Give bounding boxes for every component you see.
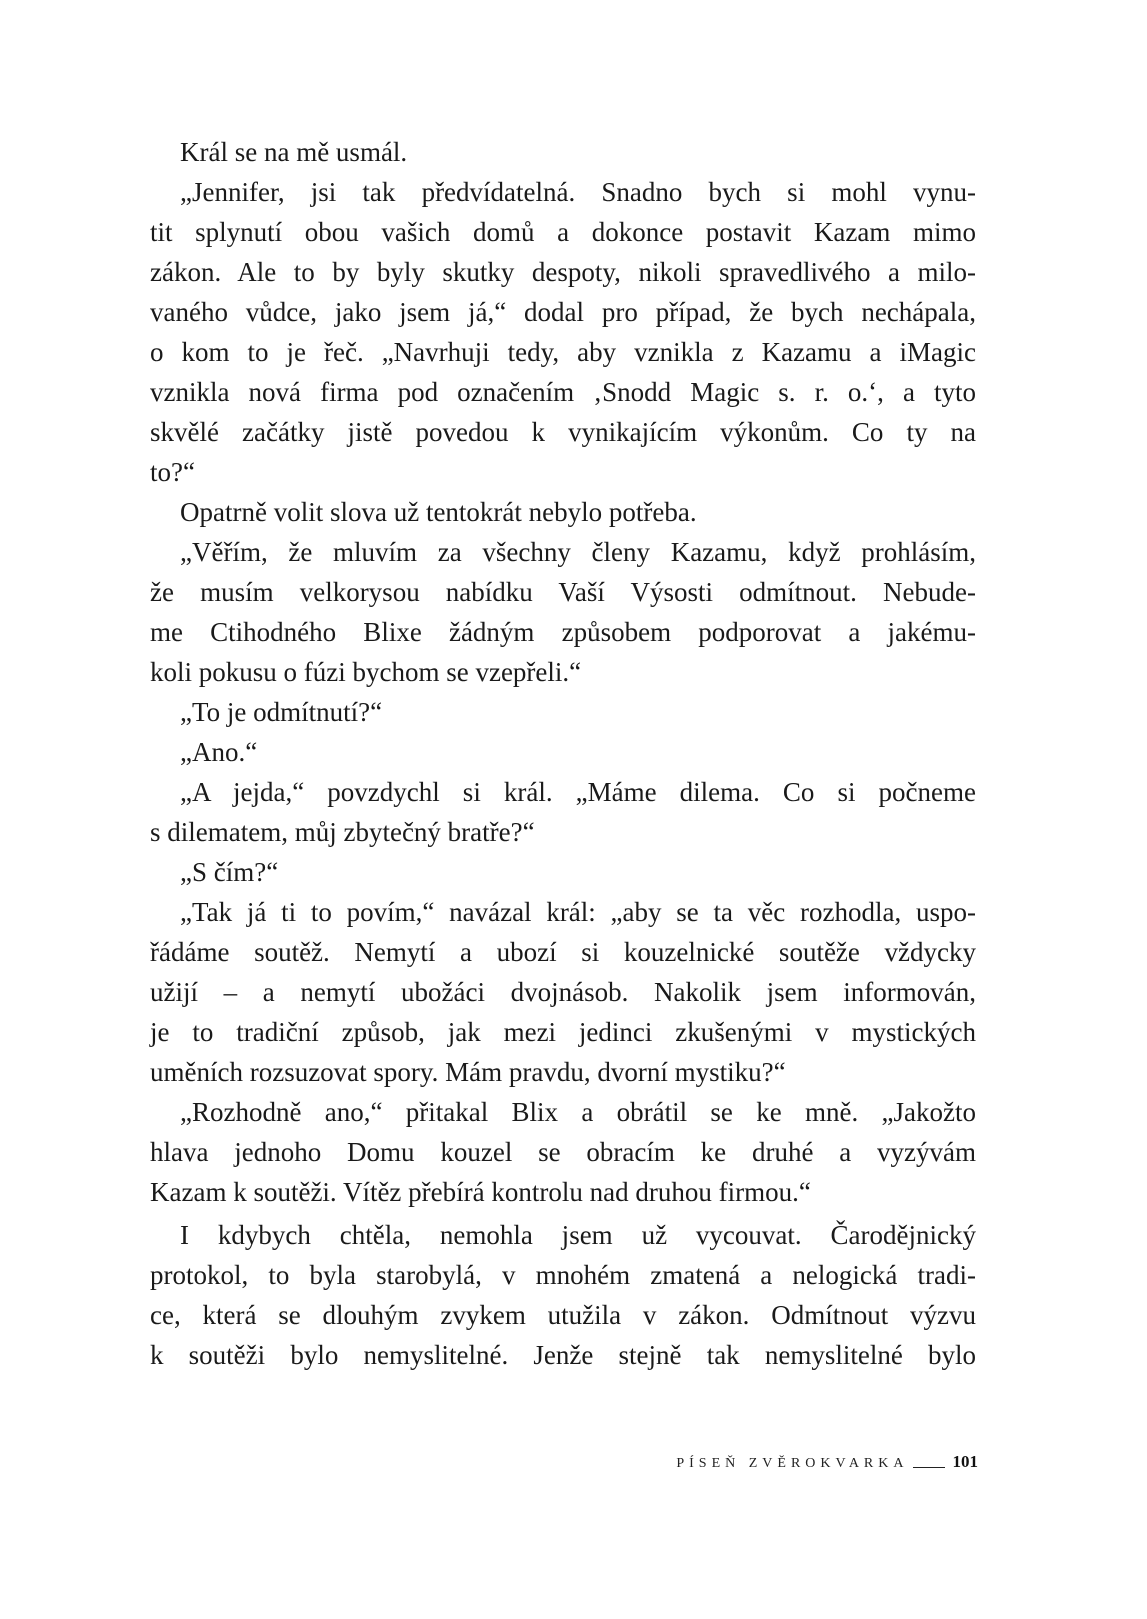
text-line: „Jennifer, jsi tak předvídatelná. Snadno bych si mohl vynu- [180, 177, 976, 207]
paragraph [150, 532, 976, 692]
text-line: skvělé začátky jistě povedou k vynikajícím výkonům. Co ty na [150, 417, 976, 447]
text-line: že musím velkorysou nabídku Vaší Výsosti odmítnout. Nebude- [150, 577, 976, 607]
text-line: k soutěži bylo nemyslitelné. Jenže stejně tak nemyslitelné bylo [150, 1340, 976, 1370]
text-line: Kazam k soutěži. Vítěz přebírá kontrolu nad druhou firmou.“ [150, 1177, 811, 1207]
paragraph [150, 772, 976, 852]
text-line: „Rozhodně ano,“ přitakal Blix a obrátil se ke mně. „Jakožto [180, 1097, 976, 1127]
paragraph [150, 492, 976, 532]
footer-rule [913, 1467, 945, 1468]
text-line: užijí – a nemytí ubožáci dvojnásob. Nakolik jsem informován, [150, 977, 976, 1007]
page-footer [600, 1448, 978, 1472]
paragraph [150, 132, 976, 172]
text-line: I kdybych chtěla, nemohla jsem už vycouvat. Čarodějnický [180, 1220, 976, 1250]
paragraph [150, 1092, 976, 1212]
body-text [150, 132, 976, 1375]
text-line: „A jejda,“ povzdychl si král. „Máme dilema. Co si počneme [180, 777, 976, 807]
page-number: 101 [952, 1452, 978, 1471]
paragraph [150, 892, 976, 1092]
text-line: „S čím?“ [180, 857, 279, 887]
text-line: „Tak já ti to povím,“ navázal král: „aby se ta věc rozhodla, uspo- [180, 897, 976, 927]
paragraph [150, 692, 976, 732]
text-line: o kom to je řeč. „Navrhuji tedy, aby vznikla z Kazamu a iMagic [150, 337, 976, 367]
running-head: PÍSEŇ ZVĚROKVARKA [676, 1456, 909, 1471]
paragraph [150, 732, 976, 772]
text-line: „Věřím, že mluvím za všechny členy Kazamu, když prohlásím, [180, 537, 976, 567]
text-line: koli pokusu o fúzi bychom se vzepřeli.“ [150, 657, 582, 687]
text-line: řádáme soutěž. Nemytí a ubozí si kouzelnické soutěže vždycky [150, 937, 976, 967]
paragraph [150, 172, 976, 492]
text-line: uměních rozsuzovat spory. Mám pravdu, dvorní mystiku?“ [150, 1057, 786, 1087]
text-line: vznikla nová firma pod označením ‚Snodd Magic s. r. o.‘, a tyto [150, 377, 976, 407]
text-line: protokol, to byla starobylá, v mnohém zmatená a nelogická tradi- [150, 1260, 976, 1290]
text-line: hlava jednoho Domu kouzel se obracím ke druhé a vyzývám [150, 1137, 976, 1167]
text-line: ce, která se dlouhým zvykem utužila v zákon. Odmítnout výzvu [150, 1300, 976, 1330]
paragraph [150, 1215, 976, 1375]
text-line: vaného vůdce, jako jsem já,“ dodal pro případ, že bych nechápala, [150, 297, 976, 327]
text-line: „To je odmítnutí?“ [180, 697, 383, 727]
text-line: to?“ [150, 457, 195, 487]
text-line: Opatrně volit slova už tentokrát nebylo potřeba. [180, 497, 697, 527]
text-line: „Ano.“ [180, 737, 258, 767]
text-line: tit splynutí obou vašich domů a dokonce postavit Kazam mimo [150, 217, 976, 247]
text-line: s dilematem, můj zbytečný bratře?“ [150, 817, 535, 847]
text-line: me Ctihodného Blixe žádným způsobem podporovat a jakému- [150, 617, 976, 647]
text-line: je to tradiční způsob, jak mezi jedinci zkušenými v mystických [150, 1017, 976, 1047]
text-line: Král se na mě usmál. [180, 137, 408, 167]
paragraph [150, 852, 976, 892]
text-line: zákon. Ale to by byly skutky despoty, nikoli spravedlivého a milo- [150, 257, 976, 287]
